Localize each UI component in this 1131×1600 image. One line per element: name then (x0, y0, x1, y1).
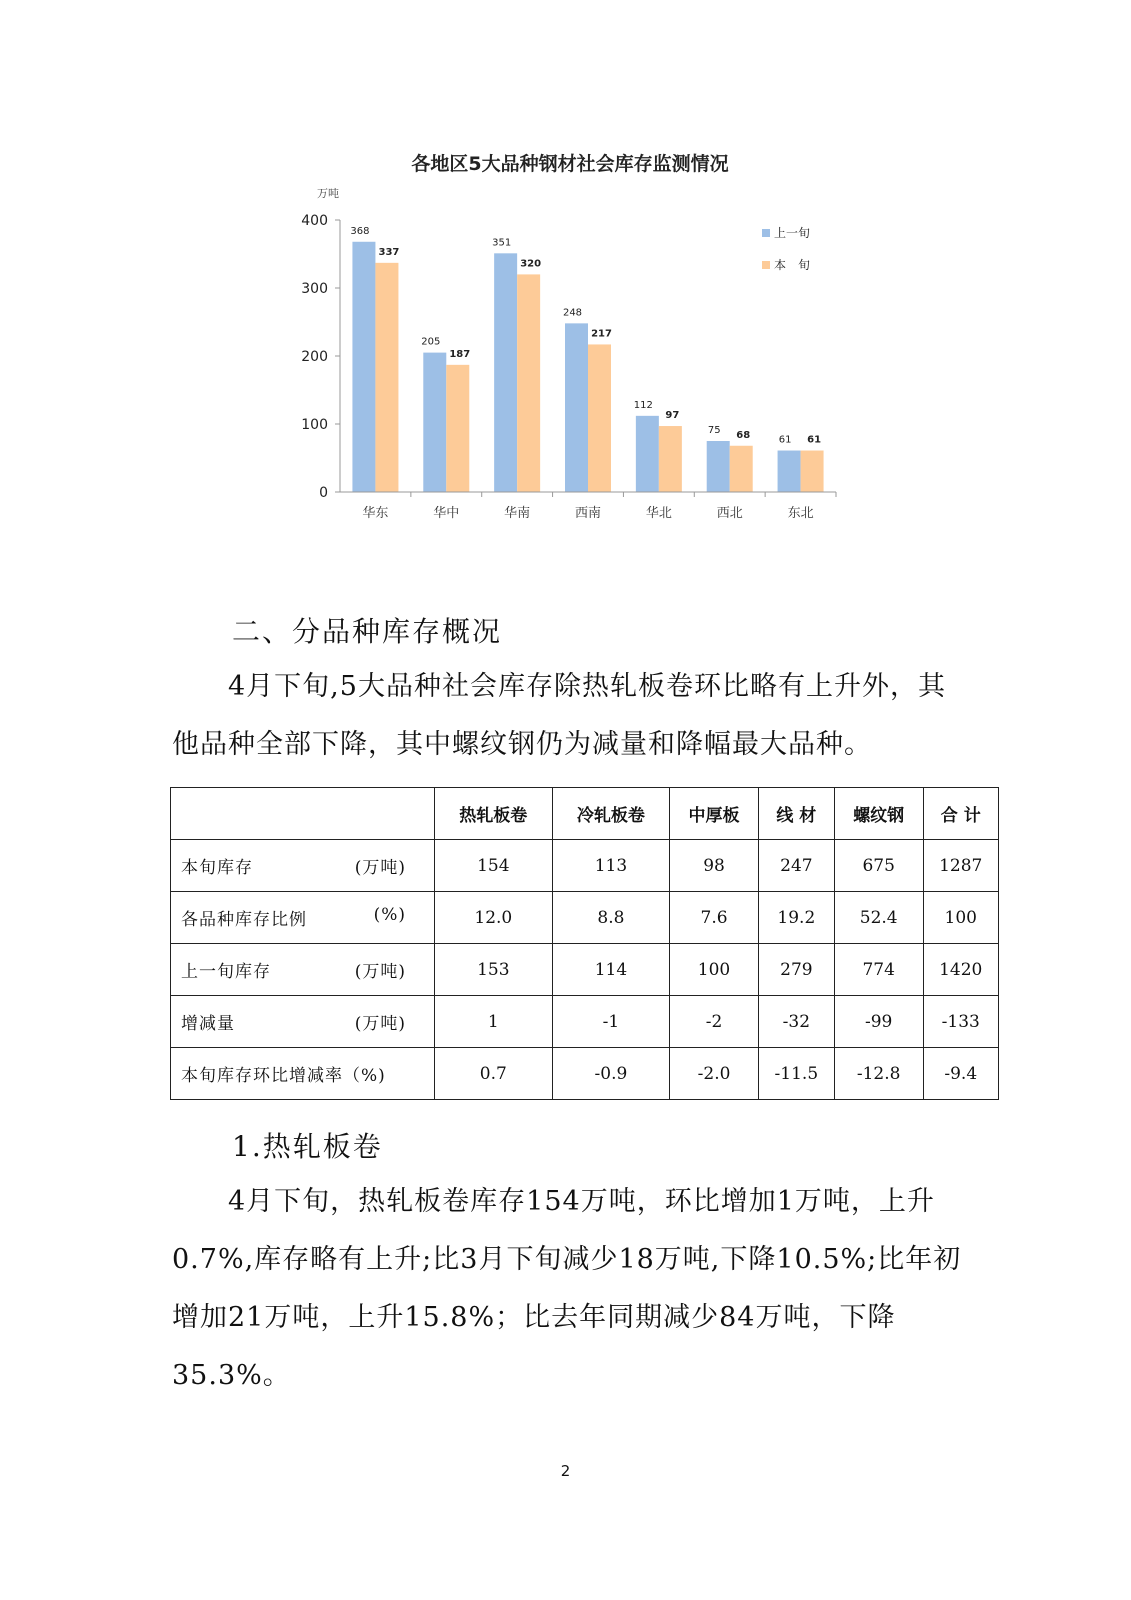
y-tick-label: 100 (301, 417, 328, 433)
data-label: 97 (665, 410, 680, 422)
table-cell: -133 (923, 996, 999, 1048)
bar-curr (375, 263, 398, 492)
y-axis (301, 213, 340, 501)
data-label: 112 (633, 399, 653, 411)
table-cell: 52.4 (834, 892, 923, 944)
y-tick-label: 0 (319, 485, 328, 501)
table-cell: 774 (834, 944, 923, 996)
table-cell: -9.4 (923, 1048, 999, 1100)
column-header: 合 计 (923, 788, 999, 840)
data-label: 61 (807, 434, 822, 446)
row-label-text: 各品种库存比例 (181, 910, 307, 930)
table-cell: 279 (758, 944, 834, 996)
bar-curr (659, 426, 682, 492)
row-unit: (%) (373, 905, 406, 925)
table-cell: 113 (552, 840, 670, 892)
table-cell: 153 (435, 944, 553, 996)
data-label: 351 (492, 237, 512, 249)
bar-curr (588, 344, 611, 492)
bar-prev (636, 416, 659, 492)
table-cell: 1287 (923, 840, 999, 892)
column-header: 冷轧板卷 (552, 788, 670, 840)
row-unit: (万吨) (354, 962, 406, 982)
variety-stock-table (170, 787, 999, 1100)
data-label: 368 (350, 225, 370, 237)
section-intro-text: 4月下旬,5大品种社会库存除热轧板卷环比略有上升外，其他品种全部下降，其中螺纹钢仍为减量和降幅最大品种。 (172, 671, 946, 760)
page-number: 2 (560, 1462, 571, 1480)
x-tick-label: 华南 (504, 506, 531, 521)
table-row (171, 1048, 999, 1100)
chart-title: 各地区5大品种钢材社会库存监测情况 (411, 153, 729, 175)
chart-unit-label: 万吨 (317, 187, 339, 200)
table-row (171, 944, 999, 996)
data-label: 75 (707, 425, 721, 436)
table-cell: 1 (435, 996, 553, 1048)
row-label (171, 996, 435, 1048)
x-tick-label: 西南 (574, 506, 602, 521)
section-intro (172, 658, 972, 774)
table-cell: 100 (923, 892, 999, 944)
table-header-row (171, 788, 999, 840)
bar-curr (801, 451, 824, 492)
table-cell: 154 (435, 840, 553, 892)
table-cell: -12.8 (834, 1048, 923, 1100)
x-tick-label: 东北 (787, 506, 814, 521)
legend-swatch (762, 261, 770, 269)
table-cell: -2 (670, 996, 759, 1048)
row-label-text: 增减量 (181, 1014, 235, 1034)
region-stock-chart (280, 140, 860, 540)
column-header: 中厚板 (670, 788, 759, 840)
table-cell: 0.7 (435, 1048, 553, 1100)
bar-prev (565, 323, 588, 492)
row-label-text: 本旬库存 (181, 858, 253, 878)
table-row (171, 996, 999, 1048)
row-label (171, 1048, 435, 1100)
legend-label: 本 旬 (774, 258, 811, 272)
subsection-heading: 1.热轧板卷 (232, 1130, 383, 1163)
table-cell: 247 (758, 840, 834, 892)
row-label-text: 上一旬库存 (181, 962, 271, 982)
data-label: 61 (778, 434, 792, 446)
column-header: 螺纹钢 (834, 788, 923, 840)
column-header: 线 材 (758, 788, 834, 840)
data-label: 187 (449, 348, 471, 360)
table-cell: -99 (834, 996, 923, 1048)
table-cell: -1 (552, 996, 670, 1048)
table-cell: -32 (758, 996, 834, 1048)
table-cell: 7.6 (670, 892, 759, 944)
row-label (171, 944, 435, 996)
table-cell: 675 (834, 840, 923, 892)
table-row (171, 840, 999, 892)
x-tick-label: 华中 (433, 506, 460, 521)
x-tick-label: 华北 (645, 506, 672, 521)
bar-curr (446, 365, 469, 492)
bar-curr (517, 274, 540, 492)
bar-prev (707, 441, 730, 492)
bar-prev (778, 451, 801, 492)
subsection-text (172, 1173, 972, 1405)
table-cell: 98 (670, 840, 759, 892)
x-tick-label: 西北 (716, 506, 743, 521)
row-unit: (万吨) (354, 1014, 406, 1034)
y-tick-label: 200 (301, 349, 328, 365)
x-axis (340, 492, 836, 521)
data-label: 217 (591, 328, 612, 340)
row-label (171, 892, 435, 944)
table-cell: 100 (670, 944, 759, 996)
x-tick-label: 华东 (362, 506, 389, 521)
bar-prev (423, 353, 446, 492)
legend-swatch (762, 229, 770, 237)
table-body (171, 840, 999, 1100)
y-tick-label: 400 (301, 213, 328, 229)
bar-curr (730, 446, 753, 492)
row-label-text: 本旬库存环比增减率（%) (181, 1066, 386, 1086)
bar-groups (350, 226, 823, 492)
table-cell: 19.2 (758, 892, 834, 944)
subsection-body: 4月下旬，热轧板卷库存154万吨，环比增加1万吨，上升0.7%,库存略有上升;比3月下旬减少18万吨,下降10.5%;比年初增加21万吨，上升15.8%；比去年同期减少84万吨，下降35.3%。 (172, 1186, 962, 1391)
table-cell: 114 (552, 944, 670, 996)
table-cell: -11.5 (758, 1048, 834, 1100)
table-row (171, 892, 999, 944)
y-tick-label: 300 (301, 281, 328, 297)
bar-prev (494, 253, 517, 492)
data-label: 320 (520, 258, 542, 270)
data-label: 337 (378, 246, 400, 258)
legend-label: 上一旬 (774, 226, 811, 240)
bar-prev (352, 242, 375, 492)
table-cell: 1420 (923, 944, 999, 996)
data-label: 248 (562, 307, 583, 319)
section-heading: 二、分品种库存概况 (232, 615, 503, 648)
data-label: 205 (421, 336, 441, 348)
table-cell: 12.0 (435, 892, 553, 944)
column-header: 热轧板卷 (435, 788, 553, 840)
chart-legend (762, 225, 810, 272)
column-header (171, 788, 435, 840)
row-unit: (万吨) (354, 858, 406, 878)
table-cell: -0.9 (552, 1048, 670, 1100)
table-cell: -2.0 (670, 1048, 759, 1100)
table-cell: 8.8 (552, 892, 670, 944)
data-label: 68 (736, 429, 751, 441)
row-label (171, 840, 435, 892)
